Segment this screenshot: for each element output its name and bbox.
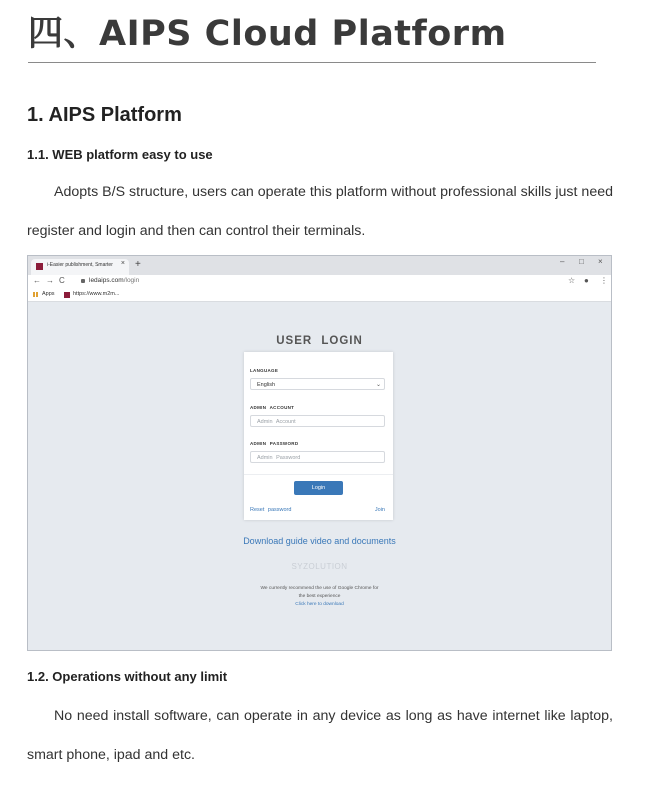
address-bar — [28, 275, 611, 289]
browser-note-line1: We currently recommend the use of Google Chrome for — [260, 586, 379, 591]
subsection-heading-web: 1.1. WEB platform easy to use — [27, 147, 213, 162]
bookmark-favicon-icon — [64, 292, 70, 298]
bookmarks-bar — [28, 289, 611, 302]
bookmark-apps[interactable]: Apps — [42, 291, 55, 297]
url-path: /login — [123, 277, 140, 284]
bookmark-link[interactable]: https://www.m2m... — [73, 291, 120, 297]
chapter-heading: 四、AIPS Cloud Platform — [28, 14, 507, 54]
password-input[interactable]: Admin Password — [250, 451, 385, 463]
browser-tab-bar — [28, 256, 611, 275]
card-divider — [244, 474, 393, 475]
paragraph-web-platform: Adopts B/S structure, users can operate this platform without professional skills just need register and login and then can control their terminals. — [27, 184, 613, 239]
tab-title: i-Easier publishment, Smarter — [47, 262, 113, 268]
site-favicon-icon — [36, 263, 43, 270]
reload-icon[interactable]: C — [59, 276, 65, 285]
language-label: LANGUAGE — [250, 368, 279, 373]
login-title: USER LOGIN — [276, 335, 363, 347]
subsection-heading-operations: 1.2. Operations without any limit — [27, 669, 228, 684]
login-card — [244, 352, 393, 520]
login-page-screenshot — [27, 255, 612, 651]
paragraph-operations: No need install software, can operate in any device as long as have internet like laptop, smart phone, ipad and etc. — [27, 708, 613, 763]
maximize-icon[interactable]: □ — [579, 257, 584, 266]
language-value: English — [257, 382, 276, 388]
account-label: ADMIN ACCOUNT — [250, 405, 295, 410]
browser-tab[interactable] — [31, 259, 129, 275]
new-tab-icon[interactable]: + — [135, 259, 141, 270]
close-icon[interactable]: × — [120, 260, 125, 267]
reset-password-link[interactable]: Reset password — [250, 507, 292, 513]
account-input[interactable]: Admin Account — [250, 415, 385, 427]
star-icon[interactable]: ☆ — [568, 276, 576, 285]
url-field[interactable] — [89, 277, 139, 284]
heading-rule — [28, 62, 596, 63]
profile-icon[interactable]: ● — [584, 276, 589, 285]
forward-arrow-icon[interactable]: → — [46, 276, 54, 285]
login-button[interactable]: Login — [294, 481, 343, 495]
language-select[interactable] — [250, 378, 385, 390]
chevron-down-icon: ⌄ — [375, 382, 381, 388]
apps-grid-icon[interactable] — [33, 292, 39, 297]
window-close-icon[interactable]: × — [598, 257, 603, 266]
password-label: ADMIN PASSWORD — [250, 441, 299, 446]
download-guide-link[interactable]: Download guide video and documents — [243, 536, 396, 546]
minimize-icon[interactable]: – — [560, 257, 565, 266]
join-link[interactable]: Join — [374, 507, 385, 513]
section-heading: 1. AIPS Platform — [27, 104, 182, 126]
chrome-download-link[interactable]: Click here to download — [295, 602, 344, 607]
lock-icon — [81, 279, 85, 283]
menu-icon[interactable]: ⋮ — [600, 276, 608, 285]
back-arrow-icon[interactable]: ← — [33, 276, 41, 285]
brand-logo: SYZOLUTION — [291, 562, 348, 571]
url-domain: ledaips.com — [89, 277, 124, 284]
browser-note-line2: the best experience — [298, 594, 341, 599]
